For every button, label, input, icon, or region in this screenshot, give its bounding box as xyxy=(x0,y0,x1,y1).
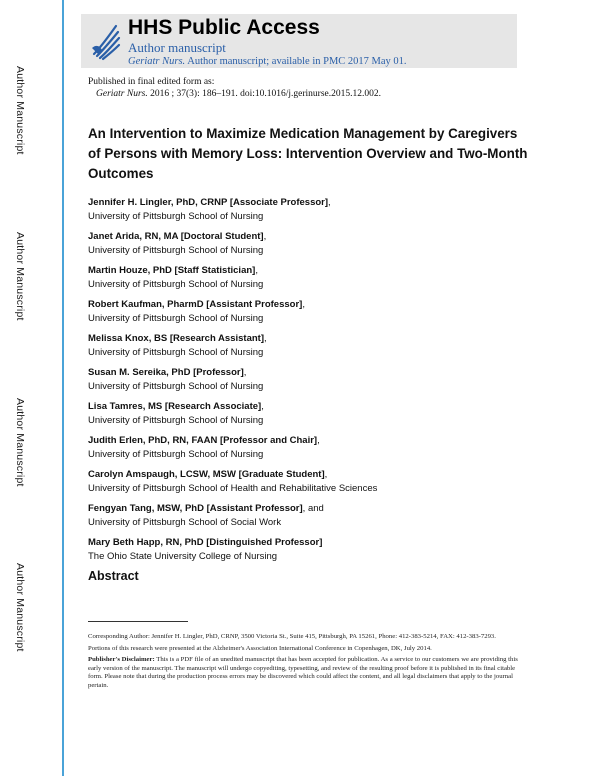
author-affiliation: University of Pittsburgh School of Nursing xyxy=(88,244,264,256)
availability-line xyxy=(128,56,407,67)
sidebar-divider xyxy=(62,0,64,776)
author-affiliation: University of Pittsburgh School of Nursing xyxy=(88,210,264,222)
author-affiliation: The Ohio State University College of Nursing xyxy=(88,550,278,562)
author-affiliation: University of Pittsburgh School of Social Work xyxy=(88,516,282,528)
author-name: Melissa Knox, BS [Research Assistant] xyxy=(88,333,264,344)
author-entry xyxy=(88,366,548,400)
author-entry xyxy=(88,264,548,298)
hhs-eagle-logo-icon xyxy=(88,18,122,62)
footnotes xyxy=(88,633,518,694)
author-entry xyxy=(88,400,548,434)
author-entry xyxy=(88,434,548,468)
author-entry xyxy=(88,298,548,332)
author-affiliation: University of Pittsburgh School of Nursing xyxy=(88,380,264,392)
author-affiliation: University of Pittsburgh School of Nursing xyxy=(88,312,264,324)
author-separator: , xyxy=(328,197,331,208)
author-affiliation: University of Pittsburgh School of Nursing xyxy=(88,414,264,426)
published-final-label: Published in final edited form as: xyxy=(88,77,215,87)
corresponding-author-note: Corresponding Author: Jennifer H. Lingler, PhD, CRNP, 3500 Victoria St., Suite 415, Pittsburgh, PA 15261, Phone: 412-383-5214, FAX: 412-383-7293. xyxy=(88,633,496,640)
author-affiliation: University of Pittsburgh School of Nursing xyxy=(88,448,264,460)
author-list xyxy=(88,196,548,570)
author-separator: , xyxy=(255,265,258,276)
footnote-divider xyxy=(88,621,188,622)
header-subtitle: Author manuscript xyxy=(128,40,226,55)
author-entry xyxy=(88,196,548,230)
author-entry xyxy=(88,332,548,366)
author-separator: , and xyxy=(302,503,324,514)
author-affiliation: University of Pittsburgh School of Nursing xyxy=(88,346,264,358)
author-separator: , xyxy=(324,469,328,480)
sidebar-label: Author Manuscript xyxy=(14,398,26,487)
author-separator: , xyxy=(243,367,247,378)
author-name: Carolyn Amspaugh, LCSW, MSW [Graduate Student] xyxy=(88,469,325,480)
author-name: Susan M. Sereika, PhD [Professor] xyxy=(88,367,244,378)
page-title: HHS Public Access xyxy=(128,16,320,39)
author-entry xyxy=(88,468,548,502)
author-separator: , xyxy=(317,435,320,446)
author-separator: , xyxy=(261,401,264,412)
sidebar-label: Author Manuscript xyxy=(14,66,26,155)
citation-journal: Geriatr Nurs. xyxy=(96,89,148,99)
author-name: Lisa Tamres, MS [Research Associate] xyxy=(88,401,262,412)
author-separator: , xyxy=(264,333,267,344)
author-entry xyxy=(88,230,548,264)
disclaimer-label: Publisher's Disclaimer: xyxy=(88,656,155,664)
citation-line xyxy=(96,89,381,99)
author-affiliation: University of Pittsburgh School of Health and Rehabilitative Sciences xyxy=(88,482,378,494)
author-separator: , xyxy=(263,231,267,242)
author-name: Fengyan Tang, MSW, PhD [Assistant Professor] xyxy=(88,503,303,514)
presentation-note: Portions of this research were presented at the Alzheimer's Association International Conference in Copenhagen, DK, July 2014. xyxy=(88,644,432,652)
author-name: Janet Arida, RN, MA [Doctoral Student] xyxy=(88,231,264,242)
author-entry xyxy=(88,536,548,570)
author-entry xyxy=(88,502,548,536)
author-name: Martin Houze, PhD [Staff Statistician] xyxy=(88,265,256,276)
sidebar-label: Author Manuscript xyxy=(14,232,26,321)
author-name: Robert Kaufman, PharmD [Assistant Professor] xyxy=(88,299,303,310)
abstract-heading: Abstract xyxy=(88,569,139,583)
disclaimer-text: This is a PDF file of an unedited manuscript that has been accepted for publication. As a service to our customers we are providing this early version of the manuscript. The manuscript will undergo copyediting, typesetting, and review of the resulting proof before it is published in its final citable form. Please note that during the production process errors may be discovered which could affect the content, and all legal disclaimers that apply to the journal pertain. xyxy=(88,656,518,689)
author-name: Judith Erlen, PhD, RN, FAAN [Professor and Chair] xyxy=(88,435,318,446)
sidebar-label: Author Manuscript xyxy=(14,563,26,652)
author-name: Mary Beth Happ, RN, PhD [Distinguished Professor] xyxy=(88,537,323,548)
author-affiliation: University of Pittsburgh School of Nursing xyxy=(88,278,264,290)
author-manuscript-sidebar xyxy=(0,0,70,776)
publisher-disclaimer xyxy=(88,656,518,690)
author-separator: , xyxy=(302,299,305,310)
author-name: Jennifer H. Lingler, PhD, CRNP [Associate Professor] xyxy=(88,197,329,208)
journal-abbrev: Geriatr Nurs. xyxy=(128,56,186,67)
article-title: An Intervention to Maximize Medication Management by Caregivers of Persons with Memory Loss: Intervention Overview and Two-Month Outcomes xyxy=(88,126,528,181)
availability-text: Author manuscript; available in PMC 2017 May 01. xyxy=(187,56,407,67)
citation-text: 2016 ; 37(3): 186–191. doi:10.1016/j.gerinurse.2015.12.002. xyxy=(150,89,381,99)
